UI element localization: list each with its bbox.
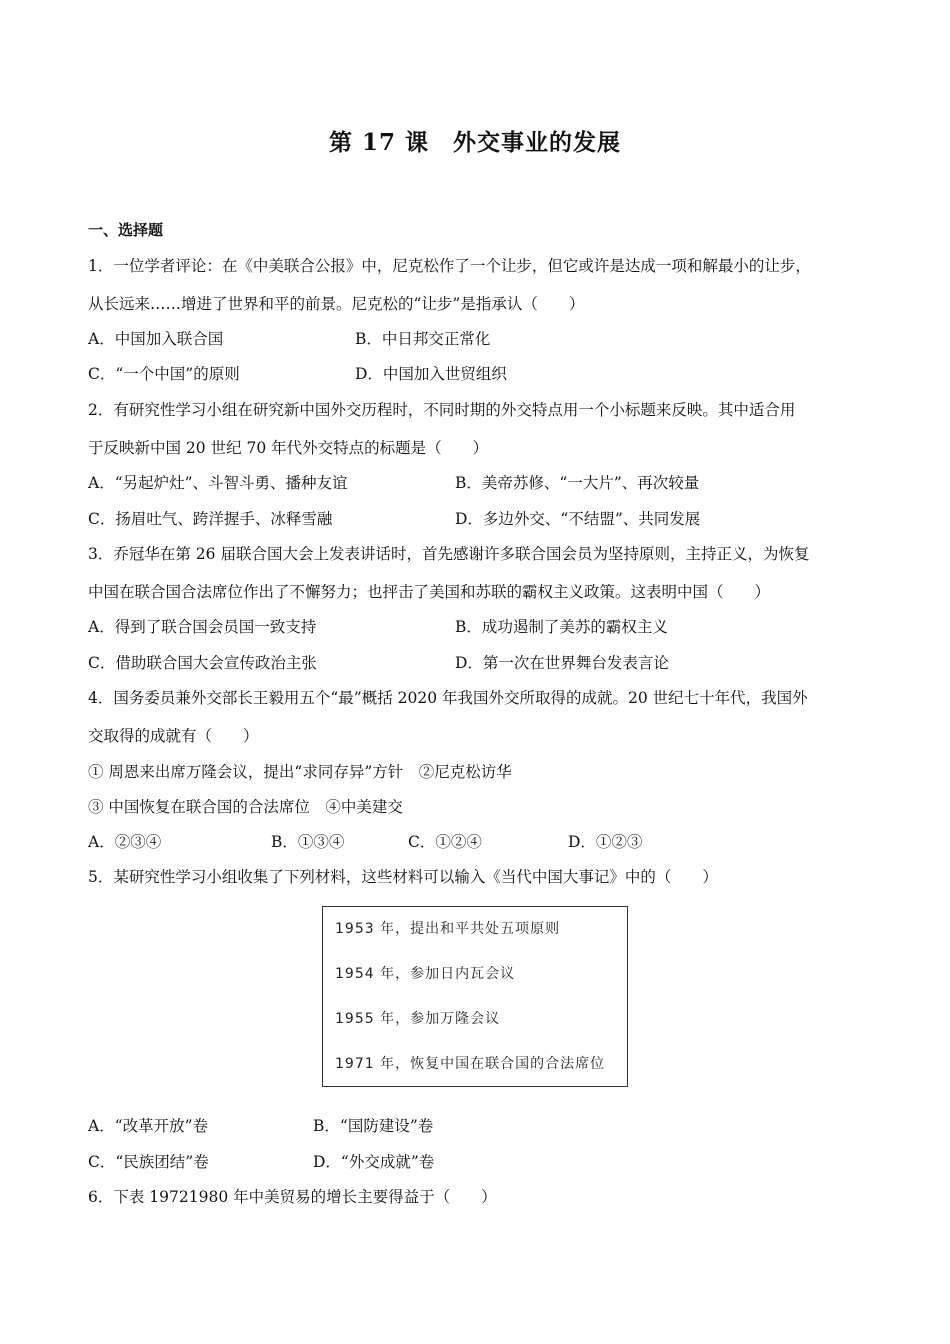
q5-material-box — [322, 906, 628, 1087]
page-title: 第 17 课 外交事业的发展 — [328, 129, 622, 156]
material-line: 1955 年，参加万隆会议 — [335, 1011, 501, 1027]
q2-option-d: D．多边外交、“不结盟”、共同发展 — [455, 510, 701, 528]
q4-stem-line2: 交取得的成就有（ ） — [88, 727, 259, 745]
q2-stem-line2: 于反映新中国 20 世纪 70 年代外交特点的标题是（ ） — [88, 439, 489, 457]
q4-items-line1: ① 周恩来出席万隆会议，提出“求同存异”方针 ②尼克松访华 — [88, 763, 512, 781]
q4-option-a: A．②③④ — [88, 833, 162, 851]
q3-option-c: C．借助联合国大会宣传政治主张 — [88, 654, 317, 672]
q1-stem-line1: 1．一位学者评论：在《中美联合公报》中，尼克松作了一个让步，但它或许是达成一项和解最小的让步， — [88, 257, 811, 275]
material-line: 1953 年，提出和平共处五项原则 — [335, 921, 561, 937]
q5-option-c: C．“民族团结”卷 — [88, 1153, 209, 1171]
q5-option-b: B．“国防建设”卷 — [313, 1117, 434, 1135]
q3-option-a: A．得到了联合国会员国一致支持 — [88, 618, 317, 636]
q4-option-d: D．①②③ — [568, 833, 643, 851]
q2-option-b: B．美帝苏修、“一大片”、再次较量 — [455, 474, 700, 492]
q4-option-c: C．①②④ — [408, 833, 482, 851]
section-heading: 一、选择题 — [88, 221, 164, 239]
q2-option-a: A．“另起炉灶”、斗智斗勇、播种友谊 — [88, 474, 348, 492]
q3-stem-line2: 中国在联合国合法席位作出了不懈努力；也抨击了美国和苏联的霸权主义政策。这表明中国（ ） — [88, 583, 771, 601]
q3-stem-line1: 3．乔冠华在第 26 届联合国大会上发表讲话时，首先感谢许多联合国会员为坚持原则，主持正义，为恢复 — [88, 545, 810, 563]
q5-stem: 5．某研究性学习小组收集了下列材料，这些材料可以输入《当代中国大事记》中的（ ） — [88, 868, 718, 886]
material-line: 1954 年，参加日内瓦会议 — [335, 966, 516, 982]
q5-option-a: A．“改革开放”卷 — [88, 1117, 209, 1135]
q4-option-b: B．①③④ — [271, 833, 345, 851]
q4-stem-line1: 4．国务委员兼外交部长王毅用五个“最”概括 2020 年我国外交所取得的成就。20 世纪七十年代，我国外 — [88, 689, 808, 707]
q4-items-line2: ③ 中国恢复在联合国的合法席位 ④中美建交 — [88, 798, 403, 816]
q1-option-b: B．中日邦交正常化 — [355, 330, 491, 348]
q1-option-c: C．“一个中国”的原则 — [88, 365, 240, 383]
q3-option-d: D．第一次在世界舞台发表言论 — [455, 654, 669, 672]
q1-option-a: A．中国加入联合国 — [88, 330, 224, 348]
q3-option-b: B．成功遏制了美苏的霸权主义 — [455, 618, 668, 636]
q1-stem-line2: 从长远来……增进了世界和平的前景。尼克松的“让步”是指承认（ ） — [88, 295, 585, 313]
q6-stem: 6．下表 19721980 年中美贸易的增长主要得益于（ ） — [88, 1188, 497, 1206]
q2-option-c: C．扬眉吐气、跨洋握手、冰释雪融 — [88, 510, 333, 528]
q5-option-d: D．“外交成就”卷 — [313, 1153, 435, 1171]
q1-option-d: D．中国加入世贸组织 — [355, 365, 507, 383]
q2-stem-line1: 2．有研究性学习小组在研究新中国外交历程时，不同时期的外交特点用一个小标题来反映。其中适合用 — [88, 401, 796, 419]
material-line: 1971 年，恢复中国在联合国的合法席位 — [335, 1056, 606, 1072]
